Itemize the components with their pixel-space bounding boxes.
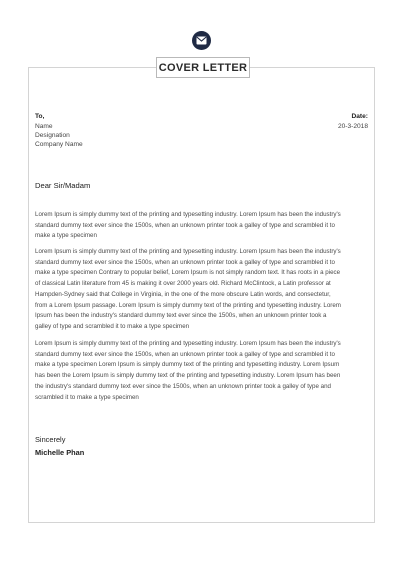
paragraph-line: Lorem Ipsum is simply dummy text of the printing and typesetting industry. Lorem Ipsum has been the industry's [35, 340, 341, 347]
paragraph-line: Lorem Ipsum is simply dummy text of the printing and typesetting industry. Lorem Ipsum has been the industry's [35, 211, 341, 218]
paragraph-line: standard dummy text ever since the 1500s, when an unknown printer took a galley of type and scrambled it to [35, 350, 335, 358]
paragraph-line: scrambled it to make a type specimen [35, 393, 139, 401]
paragraph-line: make a type specimen Lorem Ipsum is simply dummy text of the printing and typesetting industry. Lorem Ipsum [35, 361, 340, 369]
signature-name: Michelle Phan [35, 448, 85, 457]
paragraph-line: the industry's standard dummy text ever since the 1500s, when an unknown printer took a galley of type and [35, 382, 331, 390]
salutation: Dear Sir/Madam [35, 181, 91, 190]
paragraph-line: of classical Latin literature from 45 is making it over 2000 years old. Richard McClintock, a Latin professor at [35, 280, 331, 288]
paragraph-line: Ipsum has been the industry's standard dummy text ever since the 1500s, when an unknown printer took a [35, 312, 327, 320]
paragraph-1 [35, 210, 371, 242]
date-label: Date: [351, 113, 368, 120]
paragraph-line: Hampden-Sydney said that College in Virginia, in the one of the more obscure Latin words, and consectetur, [35, 290, 331, 298]
paragraph-line: standard dummy text ever since the 1500s, when an unknown printer took a galley of type and scrambled it to [35, 221, 335, 229]
paragraph-line: make a type specimen Contrary to popular belief, Lorem Ipsum is not simply random text. It has roots in a piece [35, 269, 341, 277]
envelope-icon [192, 31, 211, 50]
paragraph-line: Lorem Ipsum is simply dummy text of the printing and typesetting industry. Lorem Ipsum has been the industry's [35, 248, 341, 255]
paragraph-line: standard dummy text ever since the 1500s, when an unknown printer took a galley of type and scrambled it to [35, 258, 335, 266]
recipient-name: Name [35, 123, 53, 130]
date-value: 20-3-2018 [337, 123, 368, 130]
paragraph-3 [35, 339, 371, 403]
paragraph-line: has been the Lorem Ipsum is simply dummy text of the printing and typesetting industry. Lorem Ipsum has been [35, 372, 341, 380]
recipient-company: Company Name [35, 141, 83, 148]
recipient-label: To, [35, 113, 45, 120]
closing-phrase: Sincerely [35, 435, 66, 444]
document-title: COVER LETTER [156, 57, 250, 78]
paragraph-line: from a Lorem Ipsum passage. Lorem Ipsum is simply dummy text of the printing and typesetting industry. Lorem [35, 301, 341, 309]
recipient-designation: Designation [35, 132, 70, 139]
paragraph-line: make a type specimen [35, 232, 97, 240]
paragraph-2 [35, 247, 371, 333]
paragraph-line: galley of type and scrambled it to make a type specimen [35, 322, 190, 330]
